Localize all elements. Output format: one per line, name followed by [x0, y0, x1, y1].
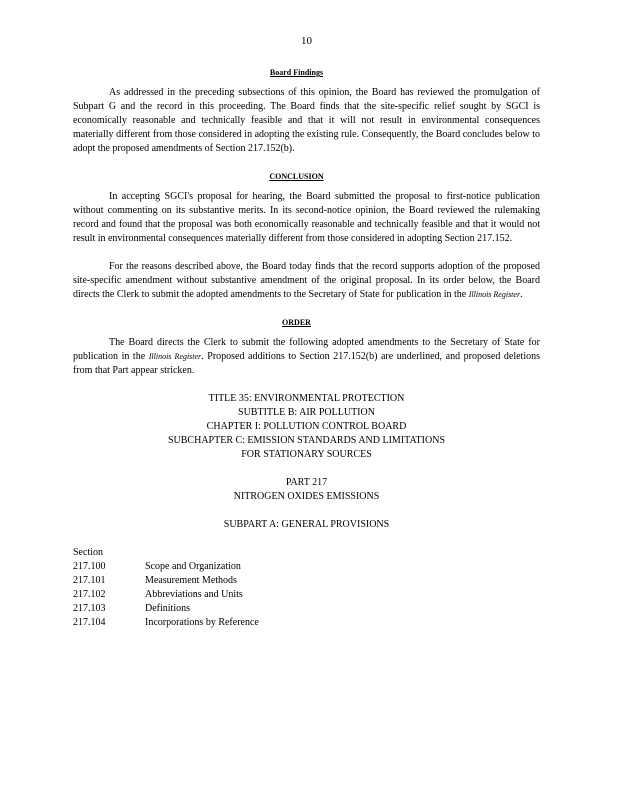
section-title: Incorporations by Reference: [145, 617, 259, 628]
board-findings-paragraph: As addressed in the preceding subsections of this opinion, the Board has reviewed the promulgation of Subpart G and the record in this proceeding. The Board finds that the site-specific relief sought by SGCI is economically reasonable and technically feasible and that it will not result in environmental consequences materially different from those considered in adopting the existing rule. Consequently, the Board concludes below to adopt the proposed amendments of Section 217.152(b).: [73, 87, 540, 154]
illinois-register-italic: Illinois Register: [148, 352, 202, 361]
board-findings-heading: Board Findings: [269, 68, 324, 77]
section-row: [73, 574, 540, 588]
title-line: TITLE 35: ENVIRONMENTAL PROTECTION: [208, 393, 405, 404]
document-page: [73, 34, 540, 630]
regulation-title-block: [73, 392, 540, 532]
section-title: Measurement Methods: [145, 575, 237, 586]
illinois-register-italic: Illinois Register: [468, 290, 521, 299]
section-number: 217.100: [73, 561, 106, 572]
subpart-line: SUBPART A: GENERAL PROVISIONS: [223, 519, 390, 530]
conclusion-paragraph-2: For the reasons described above, the Board today finds that the record supports adoption of the proposed site-specific amendment without substantive amendment of the original proposal. In its order below, the Board directs the Clerk to submit the adopted amendments to the Secretary of State for publication in the Illinois Register.: [73, 261, 540, 300]
subchapter-line-2: FOR STATIONARY SOURCES: [241, 449, 372, 460]
section-title: Abbreviations and Units: [145, 589, 243, 600]
section-number: 217.102: [73, 589, 106, 600]
section-row: [73, 616, 540, 630]
conclusion-heading: CONCLUSION: [269, 172, 324, 181]
section-row: [73, 560, 540, 574]
section-number: 217.103: [73, 603, 106, 614]
chapter-line: CHAPTER I: POLLUTION CONTROL BOARD: [206, 421, 407, 432]
section-number: 217.101: [73, 575, 106, 586]
section-list: [73, 546, 540, 630]
section-row: [73, 602, 540, 616]
section-number: 217.104: [73, 617, 106, 628]
order-paragraph: The Board directs the Clerk to submit the following adopted amendments to the Secretary of State for publication in the Illinois Register. Proposed additions to Section 217.152(b) are underlined, and proposed deletions from that Part appear stricken.: [73, 337, 541, 376]
part-line: PART 217: [285, 477, 328, 488]
conclusion-paragraph-1: In accepting SGCI's proposal for hearing, the Board submitted the proposal to first-notice publication without commenting on its substantive merits. In its second-notice opinion, the Board reviewed the rulemaking record and found that the proposal was both economically reasonable and technically feasible and that it would not result in environmental consequences materially different from those considered in adopting Section 217.152.: [73, 191, 540, 244]
section-title: Definitions: [145, 603, 190, 614]
section-row: [73, 588, 540, 602]
section-label: Section: [73, 547, 103, 558]
order-heading: ORDER: [282, 318, 311, 327]
page-number: 10: [301, 35, 312, 47]
subchapter-line: SUBCHAPTER C: EMISSION STANDARDS AND LIMITATIONS: [167, 435, 446, 446]
part-name-line: NITROGEN OXIDES EMISSIONS: [233, 491, 380, 502]
section-title: Scope and Organization: [145, 561, 241, 572]
subtitle-line: SUBTITLE B: AIR POLLUTION: [238, 407, 375, 418]
